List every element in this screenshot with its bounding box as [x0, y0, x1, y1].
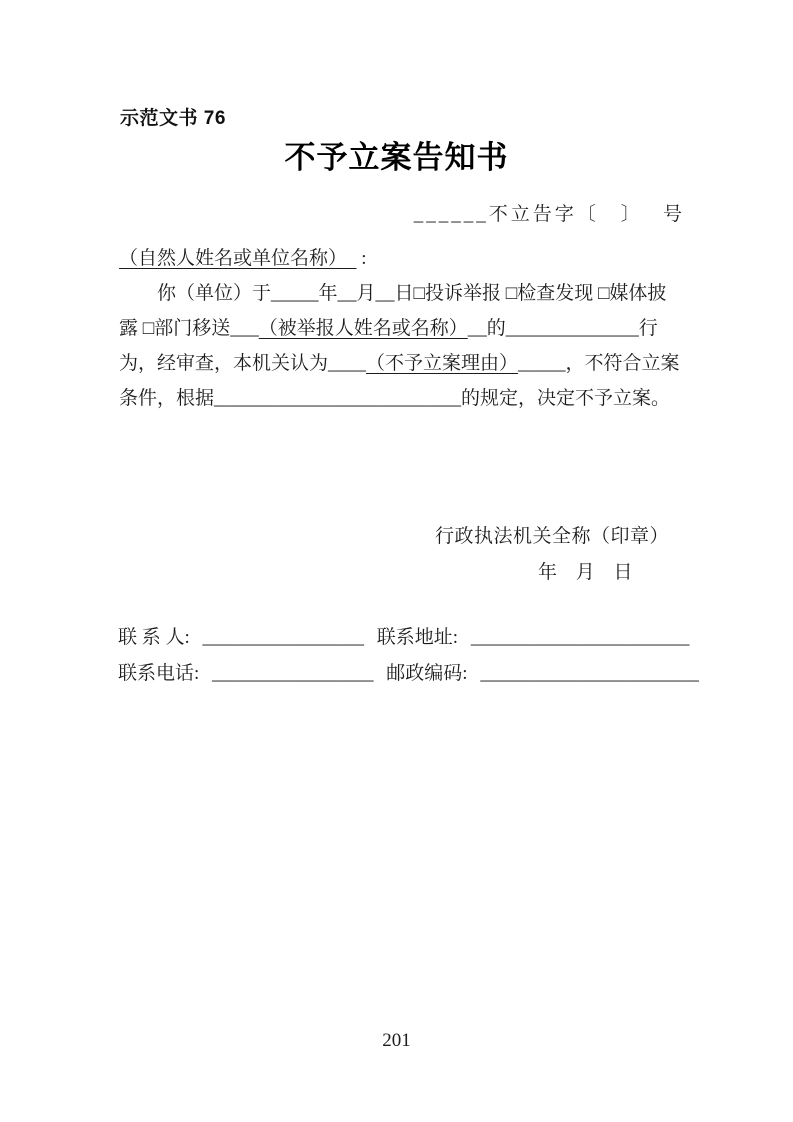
underlined-fill-in-label: （不予立案理由） [366, 353, 519, 374]
contact-phone-blank: _________________ [212, 663, 374, 684]
contact-phone-label: 联系电话: [118, 663, 200, 684]
contact-row-person-address [118, 620, 707, 656]
text-segment: 露 □部门移送___ [119, 318, 259, 339]
underlined-fill-in-label: （被举报人姓名或名称） [258, 318, 468, 339]
contact-address-label: 联系地址: [376, 627, 459, 648]
body-line-subject [119, 311, 685, 346]
contact-row-phone-postcode [118, 656, 707, 692]
text-segment: : [356, 248, 367, 269]
body-paragraph [119, 241, 685, 416]
text-segment: 条件，根据__________________________的规定，决定不予立案。 [119, 388, 671, 409]
body-line-reason [119, 346, 685, 381]
text-segment: _____，不符合立案 [518, 353, 680, 374]
text-segment: 为，经审查，本机关认为____ [119, 353, 367, 374]
signature-date-line: 年 月 日 [538, 562, 635, 583]
page-number: 201 [382, 1030, 411, 1051]
document-number-line: ______不立告字〔 〕 号 [413, 204, 685, 225]
text-segment: __的______________行 [467, 318, 658, 339]
contact-person-blank: _________________ [202, 627, 365, 648]
signature-agency-name: 行政执法机关全称（印章） [434, 526, 669, 547]
text-segment: 你（单位）于_____年__月__日□投诉举报 □检查发现 □媒体披 [157, 283, 667, 304]
body-line-decision [119, 381, 685, 416]
body-line-salutation [119, 241, 685, 276]
body-line-source [119, 276, 685, 311]
contact-person-label: 联 系 人: [118, 627, 190, 648]
contact-address-blank: _______________________ [470, 627, 690, 648]
contact-postcode-label: 邮政编码: [386, 663, 468, 684]
document-title: 不予立案告知书 [284, 140, 509, 175]
model-document-label: 示范文书 76 [120, 108, 226, 129]
contact-postcode-blank: _______________________ [480, 663, 699, 684]
contact-block [118, 620, 707, 692]
underlined-fill-in-label: （自然人姓名或单位名称） [119, 248, 357, 269]
